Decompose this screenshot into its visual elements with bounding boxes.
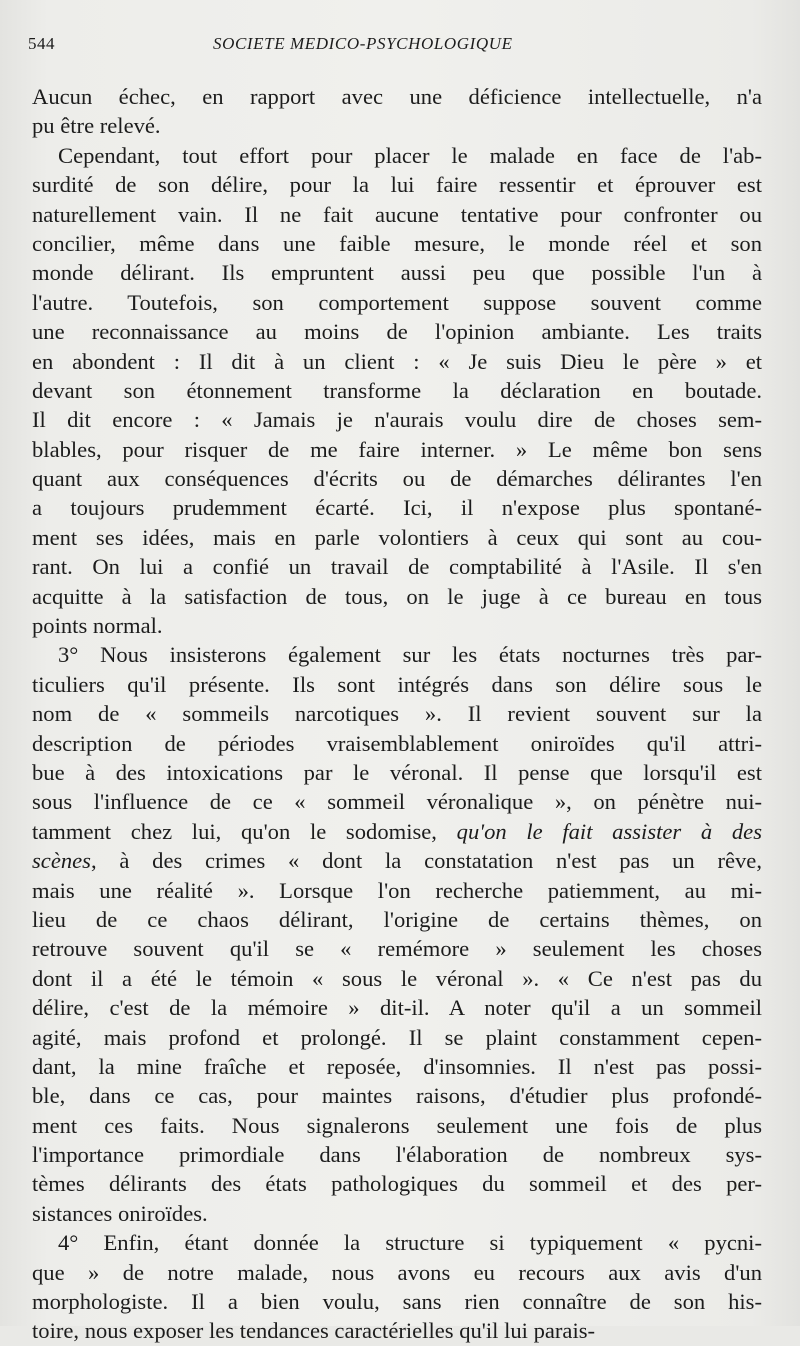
paragraph	[32, 82, 762, 141]
text-line: Il dit encore : « Jamais je n'aurais voulu dire de choses sem-	[32, 407, 762, 433]
text-line: surdité de son délire, pour la lui faire ressentir et éprouver est	[32, 172, 762, 198]
text-line: tamment chez lui, qu'on le sodomise, qu'on le fait assister à des	[32, 818, 762, 844]
text-line: morphologiste. Il a bien voulu, sans rien connaître de son his-	[32, 1289, 762, 1315]
text-line: tèmes délirants des états pathologiques du sommeil et des per-	[32, 1171, 762, 1197]
text-line: dant, la mine fraîche et reposée, d'insomnies. Il n'est pas possi-	[32, 1053, 762, 1079]
text-line: Cependant, tout effort pour placer le malade en face de l'ab-	[58, 142, 762, 168]
text-line: 3° Nous insisterons également sur les états nocturnes très par-	[58, 642, 762, 668]
paragraph	[32, 141, 762, 641]
text-line: en abondent : Il dit à un client : « Je suis Dieu le père » et	[32, 348, 762, 374]
text-line: mais une réalité ». Lorsque l'on recherche patiemment, au mi-	[32, 877, 762, 903]
text-line: monde délirant. Ils empruntent aussi peu que possible l'un à	[32, 260, 762, 286]
text-line: blables, pour risquer de me faire interner. » Le même bon sens	[32, 436, 762, 462]
text-line: lieu de ce chaos délirant, l'origine de certains thèmes, on	[32, 906, 762, 932]
paragraph	[32, 1228, 762, 1346]
running-head: SOCIETE MEDICO-PSYCHOLOGIQUE	[213, 34, 513, 53]
text-line: pu être relevé.	[32, 113, 161, 139]
text-line: nom de « sommeils narcotiques ». Il revient souvent sur la	[32, 701, 762, 727]
emphasis: scènes	[32, 848, 91, 874]
page-number: 544	[28, 34, 55, 53]
text-line: que » de notre malade, nous avons eu recours aux avis d'un	[32, 1259, 762, 1285]
text-line: l'autre. Toutefois, son comportement suppose souvent comme	[32, 289, 762, 315]
text-line: délire, c'est de la mémoire » dit-il. A noter qu'il a un sommeil	[32, 995, 762, 1021]
text-line: l'importance primordiale dans l'élaboration de nombreux sys-	[32, 1142, 762, 1168]
text-line: devant son étonnement transforme la déclaration en boutade.	[32, 377, 762, 403]
text-line: scènes, à des crimes « dont la constatation n'est pas un rêve,	[32, 848, 762, 874]
text-line: rant. On lui a confié un travail de comptabilité à l'Asile. Il s'en	[32, 554, 762, 580]
text-line: ble, dans ce cas, pour maintes raisons, d'étudier plus profondé-	[32, 1083, 762, 1109]
body-text	[32, 82, 762, 1346]
text-line: Aucun échec, en rapport avec une déficience intellectuelle, n'a	[32, 84, 762, 109]
text-line: ment ses idées, mais en parle volontiers à ceux qui sont au cou-	[32, 524, 762, 550]
text-line: concilier, même dans une faible mesure, le monde réel et son	[32, 230, 762, 256]
page-header	[28, 34, 766, 60]
text-line: retrouve souvent qu'il se « remémore » seulement les choses	[32, 936, 762, 962]
text-line: a toujours prudemment écarté. Ici, il n'expose plus spontané-	[32, 495, 762, 521]
text-line: acquitte à la satisfaction de tous, on le juge à ce bureau en tous	[32, 583, 762, 609]
text-line: sistances oniroïdes.	[32, 1200, 208, 1226]
text-line: bue à des intoxications par le véronal. Il pense que lorsqu'il est	[32, 759, 762, 785]
text-line: quant aux conséquences d'écrits ou de démarches délirantes l'en	[32, 466, 762, 492]
text-line: agité, mais profond et prolongé. Il se plaint constamment cepen-	[32, 1024, 762, 1050]
text-line: points normal.	[32, 613, 163, 639]
text-line: ment ces faits. Nous signalerons seulement une fois de plus	[32, 1112, 762, 1138]
text-line: 4° Enfin, étant donnée la structure si typiquement « pycni-	[58, 1230, 762, 1256]
emphasis: qu'on le fait assister à des	[456, 818, 762, 844]
text-line: une reconnaissance au moins de l'opinion ambiante. Les traits	[32, 319, 762, 345]
text-line: sous l'influence de ce « sommeil véronalique », on pénètre nui-	[32, 789, 762, 815]
text-line: dont il a été le témoin « sous le véronal ». « Ce n'est pas du	[32, 965, 762, 991]
text-line: toire, nous exposer les tendances caractérielles qu'il lui parais-	[32, 1318, 596, 1344]
text-line: ticuliers qu'il présente. Ils sont intégrés dans son délire sous le	[32, 671, 762, 697]
text-line: naturellement vain. Il ne fait aucune tentative pour confronter ou	[32, 201, 762, 227]
text-line: description de périodes vraisemblablement oniroïdes qu'il attri-	[32, 730, 762, 756]
paragraph	[32, 640, 762, 1228]
